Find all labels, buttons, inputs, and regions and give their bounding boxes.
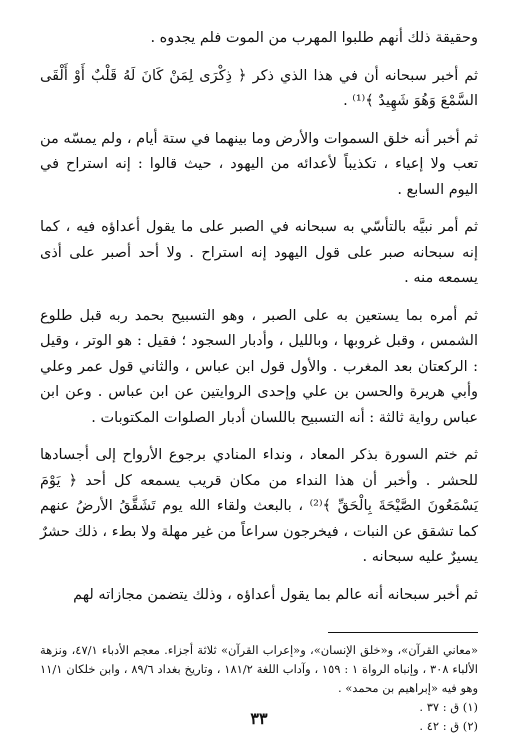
paragraph-7: ثم أخبر سبحانه أنه عالم بما يقول أعداؤه ، وذلك يتضمن مجازاته لهم bbox=[73, 586, 478, 603]
paragraph-3: ثم أخبر أنه خلق السموات والأرض وما بينهما في ستة أيام ، ولم يمسّه من تعب ولا إعياء ، تكذيباً لأعدائه من اليهود ، حيث قالوا : إنه استراح في اليوم السابع . bbox=[40, 130, 478, 198]
footnote-1: (١) ق : ٣٧ . bbox=[419, 700, 478, 714]
paragraph-4: ثم أمر نبيَّه بالتأسّي به سبحانه في الصبر على ما يقول أعداؤه فيه ، كما إنه سبحانه صبر على قول اليهود إنه استراح . ولا أحد أصبر على أذى يسمعه منه . bbox=[40, 219, 478, 286]
page-number: ٣٣ bbox=[250, 709, 268, 728]
paragraph-2: ثم أخبر سبحانه أن في هذا الذي ذكر ﴿ ذِكْرَى لِمَنْ كَانَ لَهُ قَلْبٌ أَوْ أَلْقَى السَّمْعَ وَهُوَ شَهِيدٌ ﴾⁽¹⁾ . bbox=[40, 67, 478, 109]
paragraph-6: ثم ختم السورة بذكر المعاد ، ونداء المنادي برجوع الأرواح إلى أجسادها للحشر . وأخبر أن هذا النداء من مكان قريب يسمعه كل أحد ﴿ يَوْمَ يَسْمَعُونَ الصَّيْحَةَ بِالْحَقِّ ﴾⁽²⁾ ، بالبعث ولقاء الله يوم تَشَقَّقُ الأرضُ عنهم كما تشقق عن النبات ، فيخرجون سراعاً من غير مهلة ولا بطء ، ذلك حشرٌ يسيرٌ عليه سبحانه . bbox=[40, 447, 479, 565]
footnote-continuation: «معاني القرآن»، و«خلق الإنسان»، و«إعراب القرآن» ثلاثة أجزاء. معجم الأدباء ٤٧/١، ونزهة الألباء ٣٠٨ ، وإنباه الرواة ١ : ١٥٩ ، وآداب اللغة ١٨١/٢ ، وتاريخ بغداد ٨٩/٦ ، وابن خلكان ١١/١ وهو فيه «إبراهيم بن محمد» . bbox=[40, 643, 478, 695]
footnote-divider bbox=[328, 632, 478, 633]
footnote-2: (٢) ق : ٤٢ . bbox=[419, 719, 478, 733]
paragraph-5: ثم أمره بما يستعين به على الصبر ، وهو التسبيح بحمد ربه قبل طلوع الشمس ، وقبل غروبها ، وبالليل ، وأدبار السجود ؛ فقيل : هو الوتر ، وقيل : الركعتان بعد المغرب . والأول قول ابن عباس ، والثاني قول عمر وعلي وأبي هريرة والحسن بن علي وإحدى الروايتين عن ابن عباس . وعن ابن عباس رواية ثالثة : أنه التسبيح باللسان أدبار الصلوات المكتوبات . bbox=[40, 307, 478, 426]
paragraph-1: وحقيقة ذلك أنهم طلبوا المهرب من الموت فلم يجدوه . bbox=[150, 30, 478, 46]
